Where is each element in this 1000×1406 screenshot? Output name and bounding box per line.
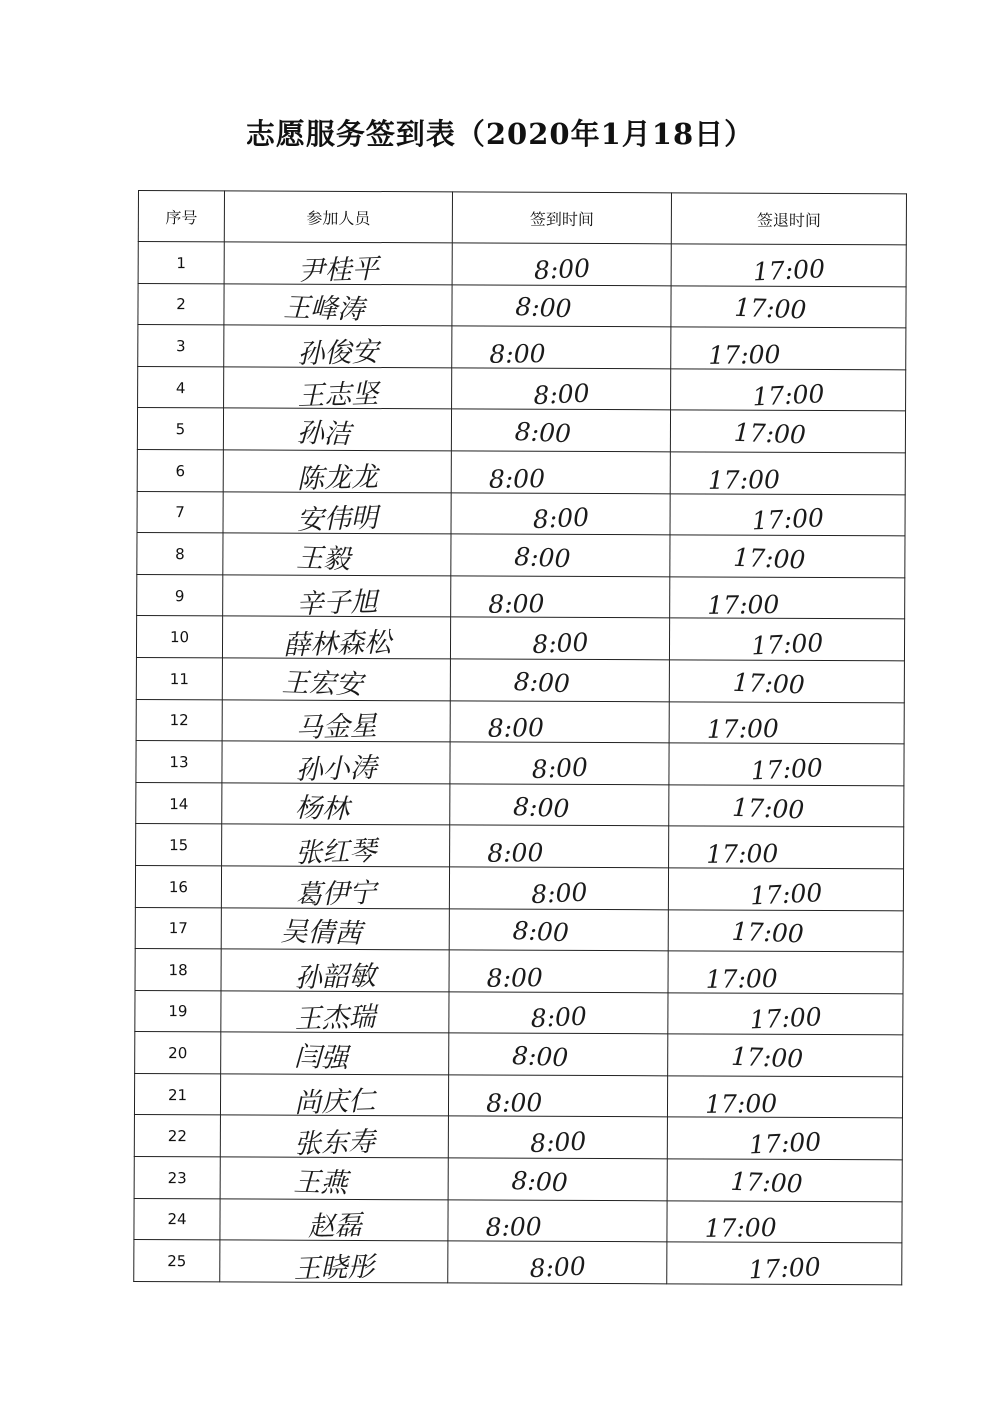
row-number: 14 (169, 794, 189, 813)
row-number: 17 (168, 919, 188, 938)
participant-signature: 王燕 (292, 1166, 348, 1200)
sign-in-time-cell (449, 950, 668, 993)
header-row (138, 191, 906, 245)
sign-in-time: 8:00 (512, 916, 570, 948)
sign-out-time: 17:00 (750, 628, 824, 661)
sign-out-time-cell (667, 1117, 902, 1160)
sign-out-time: 17:00 (733, 293, 807, 325)
participant-signature-cell (222, 824, 450, 870)
sign-out-time-cell (669, 660, 904, 703)
row-number: 23 (167, 1168, 187, 1188)
sign-out-time-cell (671, 244, 906, 287)
row-number-cell (135, 907, 221, 949)
table-row (136, 741, 904, 786)
sign-in-time-cell (450, 825, 669, 868)
sign-in-time: 8:00 (514, 292, 573, 324)
participant-signature: 孙洁 (295, 417, 351, 451)
row-number-cell (134, 1240, 220, 1282)
participant-signature-cell (223, 533, 451, 576)
participant-signature-cell (220, 1074, 448, 1117)
participant-signature-cell (222, 616, 450, 662)
row-number: 16 (168, 877, 189, 896)
table-row (134, 1115, 902, 1160)
participant-signature-cell (224, 367, 452, 410)
participant-signature: 王杰瑞 (294, 1002, 377, 1036)
sign-in-time: 8:00 (531, 752, 589, 785)
sign-in-time: 8:00 (510, 1165, 569, 1198)
row-number-cell (137, 408, 223, 450)
row-number-cell (135, 865, 221, 907)
participant-signature-cell (221, 907, 449, 950)
sign-in-time: 8:00 (529, 1001, 588, 1034)
sign-in-time-cell (451, 534, 670, 577)
sign-in-time-cell (449, 908, 668, 951)
table-row (137, 491, 905, 536)
sign-out-time: 17:00 (707, 464, 781, 495)
row-number-cell (137, 574, 223, 616)
participant-signature-cell (222, 783, 450, 826)
header-name: 参加人员 (224, 191, 452, 243)
row-number: 5 (175, 420, 186, 439)
sign-in-time-cell (450, 700, 669, 743)
participant-signature: 吴倩茜 (280, 916, 363, 950)
sign-in-time-cell (448, 1200, 667, 1243)
sign-in-time-cell (451, 492, 670, 535)
sign-out-time-cell (669, 826, 904, 869)
sign-in-time-cell (450, 617, 669, 660)
sign-out-time: 17:00 (751, 503, 825, 536)
row-number-cell (136, 782, 222, 824)
sign-out-time: 17:00 (747, 1252, 822, 1285)
sign-out-time: 17:00 (749, 877, 823, 911)
row-number-cell (137, 449, 223, 491)
sign-in-time-cell (449, 992, 668, 1035)
sign-out-time: 17:00 (751, 378, 826, 412)
sign-in-time: 8:00 (528, 1251, 587, 1284)
row-number: 9 (174, 586, 185, 605)
sign-in-time-cell (452, 243, 671, 286)
sign-out-time-cell (667, 1200, 902, 1243)
participant-signature: 马金星 (295, 710, 378, 745)
sign-out-time-cell (668, 951, 903, 994)
sign-out-time-cell (670, 452, 905, 495)
sign-out-time: 17:00 (706, 839, 779, 869)
participant-signature: 王志坚 (296, 378, 379, 412)
sign-out-time-cell (667, 1076, 902, 1119)
sign-in-time-cell (450, 784, 669, 827)
participant-signature-cell (221, 991, 449, 1034)
sign-out-time-cell (667, 1159, 902, 1202)
row-number-cell (136, 657, 222, 699)
table-row (138, 325, 906, 370)
sign-out-time: 17:00 (731, 792, 805, 825)
row-number: 21 (167, 1085, 188, 1104)
sign-out-time-cell (669, 618, 904, 661)
sign-out-time: 17:00 (733, 417, 807, 450)
participant-signature: 孙小涛 (295, 752, 378, 787)
sign-in-time: 8:00 (514, 417, 572, 449)
row-number-cell (136, 616, 222, 658)
row-number: 13 (169, 753, 189, 772)
sign-in-time-cell (452, 368, 671, 411)
participant-signature: 王宏安 (281, 666, 364, 701)
table-row (134, 1157, 902, 1202)
participant-signature: 闫强 (293, 1041, 349, 1075)
participant-signature: 赵磊 (306, 1210, 362, 1244)
participant-signature: 薛林森松 (282, 627, 392, 662)
sign-in-time: 8:00 (485, 1212, 542, 1243)
sign-out-time-cell (671, 285, 906, 328)
table-row (134, 1240, 902, 1285)
participant-signature-cell (224, 283, 452, 326)
sign-out-time: 17:00 (748, 1002, 823, 1036)
sign-in-time-cell (448, 1116, 667, 1159)
row-number: 25 (167, 1252, 187, 1271)
participant-signature: 孙俊安 (297, 336, 379, 371)
row-number: 24 (167, 1210, 187, 1229)
sign-in-time: 8:00 (531, 627, 590, 660)
sign-out-time: 17:00 (706, 714, 779, 745)
table-row (137, 574, 905, 619)
sign-out-time-cell (669, 785, 904, 828)
table-row (138, 242, 906, 287)
row-number-cell (134, 1115, 220, 1157)
row-number-cell (135, 1032, 221, 1074)
sign-out-time: 17:00 (750, 753, 824, 786)
sign-out-time-cell (668, 1034, 903, 1077)
sign-out-time-cell (668, 868, 903, 911)
sign-out-time: 17:00 (730, 1041, 804, 1074)
participant-signature: 王峰涛 (282, 292, 365, 327)
table-row (135, 949, 903, 994)
participant-signature-cell (220, 1157, 448, 1200)
sign-out-time-cell (668, 909, 903, 952)
participant-signature-cell (222, 741, 450, 787)
table-row (136, 699, 904, 744)
sign-in-time: 8:00 (486, 838, 544, 868)
sign-out-time-cell (669, 743, 904, 786)
header-sign-in: 签到时间 (452, 192, 671, 244)
page-title: 志愿服务签到表（2020年1月18日） (245, 117, 755, 151)
row-number-cell (134, 1073, 220, 1115)
sign-in-time: 8:00 (485, 1087, 543, 1118)
sign-out-time: 17:00 (708, 339, 781, 370)
sign-in-time-cell (450, 659, 669, 702)
sign-in-time-cell (450, 742, 669, 785)
row-number-cell (136, 699, 222, 741)
participant-signature-cell (222, 699, 450, 745)
row-number: 4 (175, 378, 186, 397)
participant-signature-cell (224, 325, 452, 371)
sign-in-time: 8:00 (532, 378, 591, 410)
table-row (137, 533, 905, 578)
row-number-cell (138, 242, 224, 284)
row-number: 18 (168, 961, 188, 980)
sign-in-time: 8:00 (529, 1126, 587, 1159)
participant-signature: 尚庆仁 (293, 1085, 376, 1119)
row-number: 1 (176, 253, 186, 273)
sign-out-time: 17:00 (752, 253, 826, 287)
sign-in-time-cell (448, 1075, 667, 1118)
table-row (136, 782, 904, 827)
row-number-cell (136, 824, 222, 866)
header-sign-out: 签退时间 (671, 193, 906, 245)
sign-out-time: 17:00 (748, 1127, 822, 1160)
row-number-cell (138, 283, 224, 325)
sign-out-time: 17:00 (705, 963, 778, 994)
sign-out-time: 17:00 (732, 542, 806, 575)
table-row (138, 366, 906, 411)
sign-in-time: 8:00 (513, 541, 571, 574)
participant-signature-cell (223, 575, 451, 618)
participant-signature-cell (221, 1032, 449, 1075)
table-header (138, 191, 906, 245)
table-row (137, 408, 905, 453)
row-number-cell (136, 741, 222, 783)
row-number: 10 (169, 628, 190, 647)
sign-in-time: 8:00 (533, 253, 591, 285)
sign-in-time-cell (452, 326, 671, 369)
sign-out-time: 17:00 (704, 1213, 777, 1244)
table-row (136, 657, 904, 702)
sign-in-time: 8:00 (488, 463, 546, 494)
table-row (136, 616, 904, 661)
sign-in-time-cell (451, 451, 670, 494)
participant-signature: 安伟明 (296, 502, 379, 537)
participant-signature-cell (224, 242, 452, 285)
participant-signature: 孙韶敏 (294, 960, 377, 994)
sign-out-time-cell (670, 535, 905, 578)
table-row (137, 449, 905, 494)
participant-signature-cell (221, 949, 449, 992)
row-number: 20 (168, 1044, 188, 1063)
row-number: 22 (167, 1127, 187, 1146)
row-number-cell (137, 491, 223, 533)
sign-in-time: 8:00 (512, 791, 570, 823)
participant-signature-cell (220, 1240, 448, 1286)
sign-out-time: 17:00 (704, 1088, 778, 1119)
participant-signature: 王毅 (295, 542, 351, 576)
sign-out-time-cell (671, 327, 906, 370)
participant-signature: 王晓彤 (293, 1251, 375, 1286)
row-number-cell (134, 1157, 220, 1199)
sign-in-time-cell (449, 867, 668, 910)
table-row (134, 1073, 902, 1118)
sign-in-time: 8:00 (489, 339, 546, 369)
table-row (135, 865, 903, 910)
participant-signature-cell (222, 658, 450, 701)
row-number: 15 (169, 836, 189, 855)
sign-out-time: 17:00 (732, 667, 806, 700)
participant-signature: 张红琴 (294, 835, 377, 870)
table-row (135, 990, 903, 1035)
sign-out-time: 17:00 (731, 917, 805, 949)
sign-in-time-cell (449, 1033, 668, 1076)
row-number: 2 (176, 295, 186, 314)
table-body (134, 242, 907, 1285)
row-number: 12 (169, 711, 189, 730)
table-row (134, 1198, 902, 1243)
participant-signature-cell (223, 450, 451, 493)
participant-signature-cell (220, 1199, 448, 1242)
sign-in-time-cell (448, 1241, 667, 1284)
sign-out-time-cell (668, 993, 903, 1036)
sign-out-time-cell (670, 493, 905, 536)
sign-out-time: 17:00 (730, 1166, 804, 1199)
sign-in-time-cell (448, 1158, 667, 1201)
sign-in-time: 8:00 (487, 713, 545, 744)
sign-out-time: 17:00 (707, 589, 780, 620)
row-number: 3 (175, 337, 186, 356)
table-row (138, 283, 906, 328)
row-number-cell (138, 325, 224, 367)
participant-signature: 张东寿 (293, 1126, 376, 1161)
participant-signature: 葛伊宁 (294, 877, 377, 911)
row-number-cell (135, 949, 221, 991)
participant-signature: 尹桂平 (297, 253, 380, 287)
sign-in-time-cell (452, 284, 671, 327)
row-number-cell (135, 990, 221, 1032)
sign-out-time-cell (667, 1242, 902, 1285)
participant-signature-cell (221, 866, 449, 909)
row-number: 19 (168, 1002, 188, 1021)
sign-in-time: 8:00 (530, 877, 588, 909)
participant-signature-cell (223, 408, 451, 451)
sign-in-time: 8:00 (511, 1041, 569, 1073)
table-row (136, 824, 904, 869)
table-row (135, 1032, 903, 1077)
sign-out-time-cell (669, 701, 904, 744)
table-row (135, 907, 903, 952)
participant-signature-cell (220, 1115, 448, 1161)
row-number: 11 (169, 669, 189, 688)
sign-in-time-cell (451, 576, 670, 619)
sign-in-time: 8:00 (513, 666, 571, 698)
sign-out-time-cell (670, 577, 905, 620)
row-number: 7 (175, 503, 185, 522)
sign-in-table (133, 190, 907, 1285)
row-number-cell (134, 1198, 220, 1240)
sign-out-time-cell (671, 369, 906, 412)
row-number: 8 (175, 545, 185, 564)
sign-in-time: 8:00 (488, 588, 545, 619)
participant-signature-cell (223, 491, 451, 537)
row-number-cell (138, 366, 224, 408)
sign-in-time: 8:00 (486, 962, 543, 993)
sign-in-time: 8:00 (532, 502, 590, 535)
row-number-cell (137, 533, 223, 575)
participant-signature: 杨林 (294, 792, 350, 825)
header-no: 序号 (138, 191, 224, 242)
participant-signature: 陈龙龙 (296, 461, 379, 495)
sign-in-time-cell (451, 409, 670, 452)
sign-out-time-cell (670, 410, 905, 453)
row-number: 6 (175, 461, 186, 480)
participant-signature: 辛子旭 (295, 586, 378, 620)
